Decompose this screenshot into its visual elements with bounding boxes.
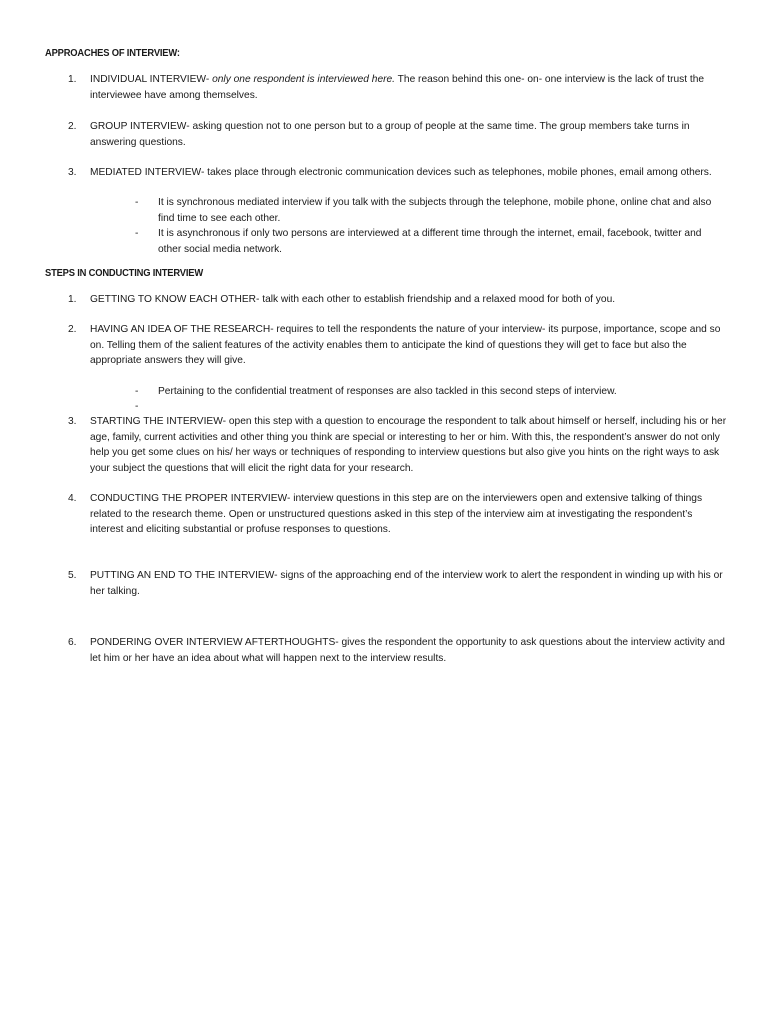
item-text: CONDUCTING THE PROPER INTERVIEW- interview questions in this step are on the interviewers open and extensive talking of things related to the research theme. Open or unstructured questions asked in this step of the interview aim at investigating the respondent’s interest and eliciting substantial or profuse responses to questions. [90, 493, 703, 535]
bullet-item [135, 195, 725, 226]
bullet-item [135, 384, 725, 400]
bullet-dash: - [135, 228, 139, 239]
item-number: 2. [68, 121, 77, 132]
item-text: STARTING THE INTERVIEW- open this step with a question to encourage the respondent to talk about himself or herself, including his or her age, family, current activities and other thing you think are special or interesting to her or him. With this, the respondent’s answer do not only help you get some clues on his/ her ways or techniques of responding to interview questions but also give you hints on the right ways to ask your subject the questions that will elicit the right data for your research. [90, 416, 727, 474]
bullet-dash: - [135, 386, 139, 397]
item-italic: only one respondent is interviewed here. [212, 74, 396, 85]
bullet-text: It is synchronous mediated interview if you talk with the subjects through the telephone, mobile phone, online chat and also find time to see each other. [158, 197, 712, 224]
list-item [68, 322, 728, 369]
item-number: 3. [68, 167, 77, 178]
list-item [68, 491, 728, 538]
list-item [68, 568, 728, 599]
list-item [68, 72, 728, 103]
item-text: PUTTING AN END TO THE INTERVIEW- signs of the approaching end of the interview work to alert the respondent in winding up with his or her talking. [90, 570, 723, 597]
item-text: HAVING AN IDEA OF THE RESEARCH- requires to tell the respondents the nature of your interview- its purpose, importance, scope and so on. Telling them of the salient features of the activity enables them to anticipate the kind of questions they will get to face but also the appropriate answers they will give. [90, 324, 721, 366]
item-number: 5. [68, 570, 77, 581]
list-item [68, 119, 728, 150]
item-lead: INDIVIDUAL INTERVIEW- [90, 74, 213, 85]
item-number: 6. [68, 637, 77, 648]
item-text: MEDIATED INTERVIEW- takes place through electronic communication devices such as telephones, mobile phones, email among others. [90, 167, 712, 178]
list-item [68, 292, 728, 308]
list-item [68, 414, 728, 476]
item-rest: The reason behind this one- on- one interview is the lack of trust the interviewee have among themselves. [90, 74, 705, 101]
item-text: GROUP INTERVIEW- asking question not to one person but to a group of people at the same time. The group members take turns in answering questions. [90, 121, 690, 148]
bullet-item [135, 226, 725, 257]
steps-heading: STEPS IN CONDUCTING INTERVIEW [45, 268, 204, 279]
item-number: 1. [68, 294, 77, 305]
item-number: 3. [68, 416, 77, 427]
bullet-dash: - [135, 401, 139, 412]
list-item [68, 165, 728, 181]
item-text: PONDERING OVER INTERVIEW AFTERTHOUGHTS- gives the respondent the opportunity to ask questions about the interview activity and let him or her have an idea about what will happen next to the interview results. [90, 637, 725, 664]
item-text: GETTING TO KNOW EACH OTHER- talk with each other to establish friendship and a relaxed mood for both of you. [90, 294, 616, 305]
approaches-heading: APPROACHES OF INTERVIEW: [45, 48, 180, 59]
bullet-dash: - [135, 197, 139, 208]
item-number: 4. [68, 493, 77, 504]
item-number: 2. [68, 324, 77, 335]
list-item [68, 635, 728, 666]
item-number: 1. [68, 74, 77, 85]
bullet-text: Pertaining to the confidential treatment of responses are also tackled in this second steps of interview. [158, 386, 617, 397]
item-text [90, 72, 728, 103]
bullet-text: It is asynchronous if only two persons are interviewed at a different time through the internet, email, facebook, twitter and other social media network. [158, 228, 702, 255]
